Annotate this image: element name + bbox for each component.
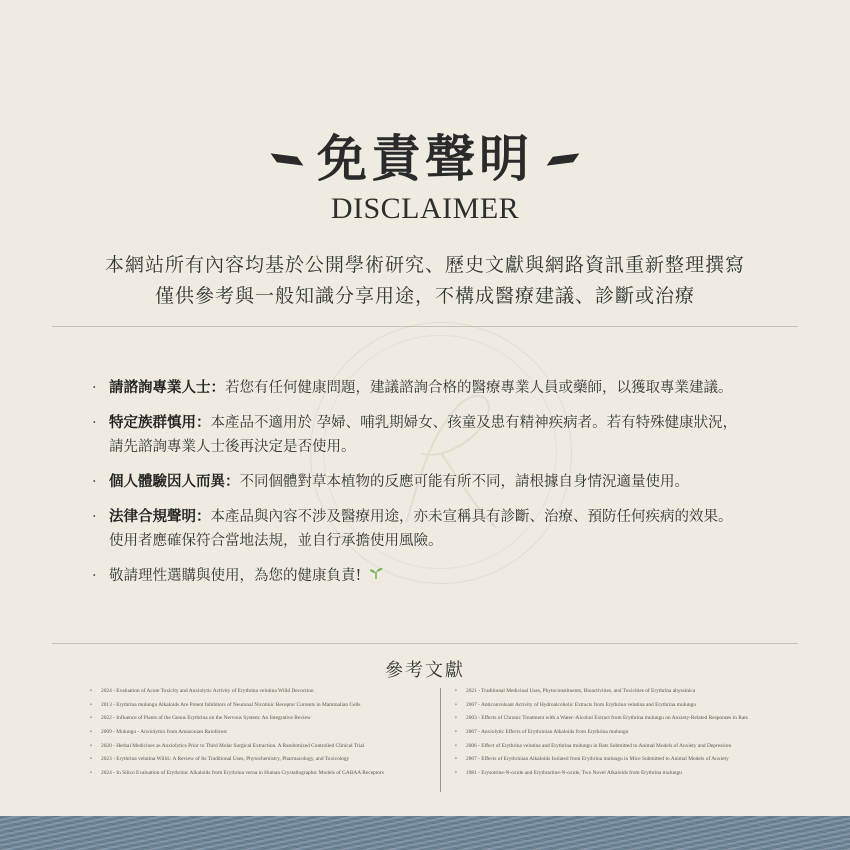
list-item: · 敬請理性選購與使用，為您的健康負責!: [92, 564, 772, 588]
item-label: 特定族群慎用：: [109, 414, 211, 431]
list-item: · 個人體驗因人而異：不同個體對草本植物的反應可能有所不同，請根據自身情況適量使用。: [92, 473, 689, 490]
item-label: 法律合規聲明：: [109, 508, 211, 525]
reference-item: • 2024 - In Silico Evaluation of Erythrinic Alkaloids from Erythrina verna in Human Crystallographic Models of GABAA Receptors: [90, 770, 384, 777]
reference-item: • 2006 - Effect of Erythrina velutina and Erythrina mulungu in Rats Submitted to Animal Models of Anxiety and Depression: [455, 742, 732, 749]
decorative-dash-icon: [271, 153, 304, 165]
intro-text: [0, 250, 850, 312]
reference-item: • 2007 - Effects of Erythrinian Alkaloids Isolated from Erythrina mulungu in Mice Submitted to Animal Models of Anxiety: [455, 756, 729, 763]
reference-item: • 2021 - Traditional Medicinal Uses, Phytoconstituents, Bioactivities, and Toxicities of Erythrina abyssinica: [455, 688, 696, 694]
references-column-left: [90, 688, 440, 792]
divider: [52, 326, 798, 327]
reference-item: • 2009 - Mulungu - Anxiolytics from Amazonian Rainforest: [90, 729, 227, 736]
intro-line: 本網站所有內容均基於公開學術研究、歷史文獻與網路資訊重新整理撰寫: [104, 254, 745, 276]
fabric-texture-band: [0, 816, 850, 850]
page-subtitle: DISCLAIMER: [330, 192, 520, 225]
list-item: · 法律合規聲明：本產品與內容不涉及醫療用途，亦未宣稱具有診斷、治療、預防任何疾病的效果。 使用者應確保符合當地法規，並自行承擔使用風險。: [92, 508, 733, 549]
intro-line: 僅供參考與一般知識分享用途，不構成醫療建議、診斷或治療: [154, 285, 695, 307]
references-list: [90, 688, 800, 792]
item-text: 敬請理性選購與使用，為您的健康負責!: [109, 568, 362, 584]
decorative-dash-icon: [547, 153, 580, 165]
item-label: 請諮詢專業人士：: [109, 379, 225, 396]
references-title: 參考文獻: [385, 660, 465, 681]
item-text: 本產品不適用於 孕婦、哺乳期婦女、孩童及患有精神疾病者。若有特殊健康狀況，: [210, 415, 738, 431]
reference-item: • 2023 - Erythrina velutina Willd.: A Review of Its Traditional Uses, Phytochemistry, Pharmacology, and Toxicology: [90, 756, 350, 763]
divider: [52, 643, 798, 644]
column-divider: [440, 688, 441, 792]
disclaimer-list: [92, 376, 772, 599]
list-item: · 請諮詢專業人士：若您有任何健康問題，建議諮詢合格的醫療專業人員或藥師，以獲取專業建議。: [92, 379, 733, 396]
sprout-icon: [368, 564, 384, 588]
reference-item: • 2007 - Anxiolytic Effects of Erythrinian Alkaloids from Erythrina mulungu: [455, 729, 629, 736]
item-text: 使用者應確保符合當地法規，並自行承擔使用風險。: [109, 533, 443, 549]
item-label: 個人體驗因人而異：: [109, 473, 240, 490]
reference-item: • 2003 - Effects of Chronic Treatment with a Water–Alcohol Extract from Erythrina mulungu on Anxiety-Related Responses in Rats: [455, 715, 748, 722]
references-column-right: [455, 688, 795, 792]
reference-item: • 2013 - Erythrina mulungu Alkaloids Are Potent Inhibitors of Neuronal Nicotinic Receptor Currents in Mammalian Cells: [90, 701, 361, 708]
reference-item: • 1981 - Erysotrine-N-oxide and Erythrartine-N-oxide, Two Novel Alkaloids from Erythrina mulungu: [455, 770, 682, 777]
reference-item: • 2007 - Anticonvulsant Activity of Hydroalcoholic Extracts from Erythrina velutina and Erythrina mulungu: [455, 701, 696, 708]
page-title: 免責聲明: [317, 129, 533, 188]
title-row: [0, 128, 850, 190]
list-item: · 特定族群慎用：本產品不適用於 孕婦、哺乳期婦女、孩童及患有精神疾病者。若有特殊健康狀況， 請先諮詢專業人士後再決定是否使用。: [92, 414, 738, 455]
item-text: 本產品與內容不涉及醫療用途，亦未宣稱具有診斷、治療、預防任何疾病的效果。: [210, 509, 733, 525]
reference-item: • 2022 - Influence of Plants of the Genus Erythrina on the Nervous System: An Integrative Review: [90, 715, 311, 722]
reference-item: • 2020 - Herbal Medicines as Anxiolytics Prior to Third Molar Surgical Extraction. A Randomized Controlled Clinical Trial: [90, 742, 365, 749]
item-text: 不同個體對草本植物的反應可能有所不同，請根據自身情況適量使用。: [239, 474, 689, 490]
item-text: 請先諮詢專業人士後再決定是否使用。: [109, 439, 356, 455]
item-text: 若您有任何健康問題，建議諮詢合格的醫療專業人員或藥師，以獲取專業建議。: [225, 380, 733, 396]
reference-item: • 2024 - Evaluation of Acute Toxicity and Anxiolytic Activity of Erythrina velutina Willd Decoction: [90, 688, 314, 694]
